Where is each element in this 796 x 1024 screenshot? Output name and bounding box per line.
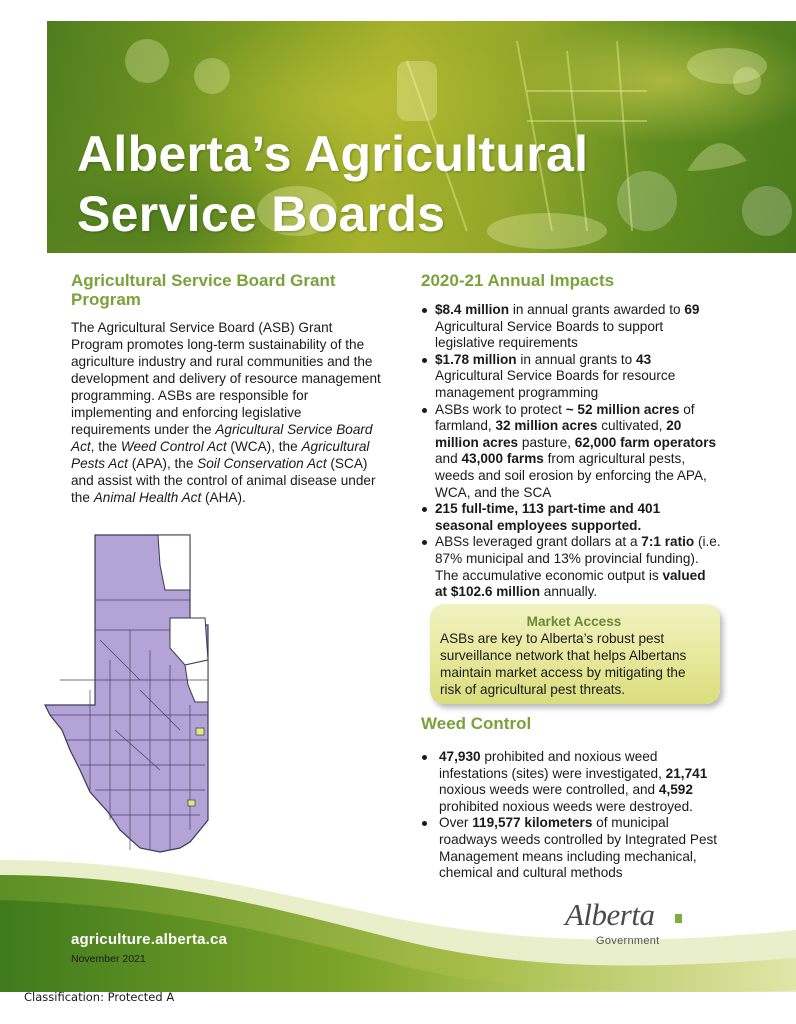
text-run: prohibited noxious weeds were destroyed. [439, 798, 693, 814]
bold-figure: 20 million acres [435, 418, 682, 450]
market-access-title: Market Access [526, 614, 622, 629]
text-run: of farmland, [435, 401, 695, 434]
market-access-callout [430, 604, 720, 704]
title-line-1: Alberta’s Agricultural [77, 126, 589, 182]
bold-figure: 4,592 [658, 782, 693, 798]
logo-subtitle: Government [596, 935, 660, 947]
text-run: in annual grants to [516, 351, 637, 367]
bold-figure: 32 million acres [495, 418, 598, 434]
text-run: annually. [540, 584, 598, 600]
list-item [421, 501, 721, 534]
text-run: (SCA) and assist with the control of animal disease under the [71, 456, 376, 505]
bold-figure: 62,000 farm operators [574, 434, 717, 450]
text-run: Agricultural Service Boards for resource management programming [435, 368, 676, 400]
annual-impacts-heading: 2020-21 Annual Impacts [421, 271, 615, 290]
list-item [421, 749, 721, 815]
text-run: and [435, 451, 462, 467]
annual-impacts-section [421, 271, 721, 601]
text-run: from agricultural pests, weeds and soil erosion by enforcing the APA, WCA, and the SCA [435, 451, 707, 500]
text-run: , the [90, 439, 121, 454]
bold-figure: 215 full-time, 113 part-time and 401 seasonal employees supported. [435, 501, 661, 533]
act-name: Soil Conservation Act [197, 456, 327, 471]
text-run: prohibited and noxious weed infestations (sites) were investigated, [439, 749, 666, 781]
grant-program-paragraph [71, 319, 381, 506]
bold-figure: valued at $102.6 million [435, 567, 706, 600]
text-run: pasture, [518, 434, 575, 450]
weed-control-heading: Weed Control [421, 714, 532, 733]
alberta-map [40, 530, 290, 860]
list-item [421, 534, 721, 600]
text-run: noxious weeds were controlled, and [439, 782, 659, 798]
bold-figure: ~ 52 million acres [565, 401, 680, 417]
bold-figure: $8.4 million [435, 302, 510, 317]
impacts-list [421, 302, 721, 601]
bold-figure: 43 [636, 351, 652, 367]
alberta-logo: Alberta [565, 897, 655, 932]
text-run: The Agricultural Service Board (ASB) Grant Program promotes long-term sustainability of the agriculture industry and rural communities and the development and delivery of resource management programming. ASBs are responsible for implementing and enforcing legislative requirements under the [71, 320, 381, 437]
market-access-body: ASBs are key to Alberta’s robust pest surveillance network that helps Albertans maintain market access by mitigating the risk of agricultural pest threats. [440, 631, 687, 697]
footer-date: November 2021 [71, 953, 146, 965]
grant-program-section [71, 271, 381, 506]
text-run: (APA), the [127, 456, 198, 471]
bold-figure: 7:1 ratio [641, 534, 695, 550]
act-name: Agricultural Pests Act [71, 439, 370, 471]
text-run: of municipal roadways weeds controlled by Integrated Pest Management means including mechanical, chemical and cultural methods [439, 815, 718, 881]
act-name: Animal Health Act [93, 490, 202, 505]
bold-figure: 47,930 [439, 749, 481, 764]
text-run: ASBs work to protect [435, 401, 566, 417]
text-run: Agricultural Service Boards to support legislative requirements [435, 318, 664, 351]
text-run: ABSs leveraged grant dollars at a [435, 534, 642, 550]
list-item [421, 352, 721, 402]
bold-figure: $1.78 million [435, 351, 517, 367]
text-run: Over [439, 815, 473, 831]
act-name: Agricultural Service Board Act [71, 422, 373, 454]
bold-figure: 43,000 farms [461, 451, 544, 467]
bold-figure: 21,741 [665, 765, 708, 781]
logo-mark-icon [675, 914, 682, 923]
title-line-2: Service Boards [77, 186, 446, 242]
page-title [77, 124, 588, 244]
footer-url-link[interactable]: agriculture.alberta.ca [71, 931, 228, 948]
act-name: Weed Control Act [120, 439, 227, 454]
text-run: (AHA). [201, 490, 246, 505]
text-run: cultivated, [597, 418, 667, 434]
header-banner [47, 21, 796, 253]
bold-figure: 69 [684, 302, 700, 317]
text-run: in annual grants awarded to [509, 302, 685, 317]
classification-label: Classification: Protected A [24, 990, 175, 1004]
text-run: (i.e. 87% municipal and 13% provincial funding). The accumulative economic output is [435, 534, 721, 583]
text-run: (WCA), the [226, 439, 302, 454]
bold-figure: 119,577 kilometers [472, 815, 593, 831]
list-item [421, 402, 721, 502]
list-item [421, 302, 721, 352]
grant-program-heading: Agricultural Service Board Grant Program [71, 271, 336, 309]
